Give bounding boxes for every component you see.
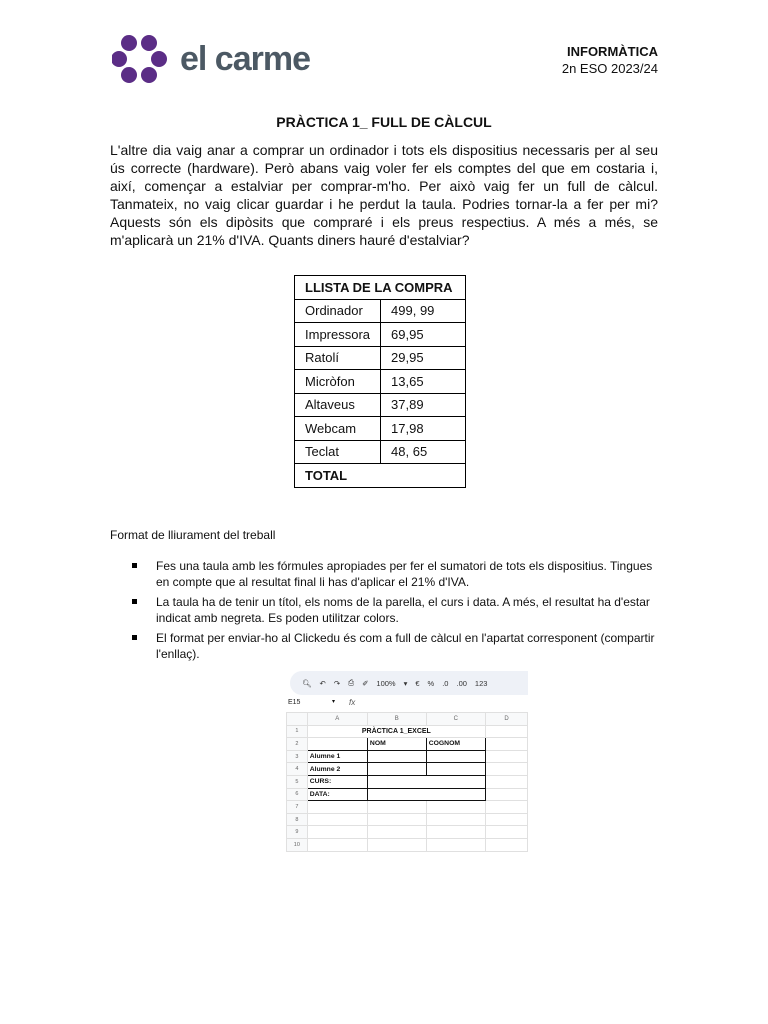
column-header: A [307,713,367,726]
table-row [295,299,466,323]
cell [485,838,527,851]
total-row [295,464,466,488]
cell [485,788,527,801]
cell [485,813,527,826]
undo-icon: ↶ [319,678,326,688]
formula-icon: fx [349,698,356,707]
number-format: 123 [474,678,488,688]
decrease-decimal: .0 [442,678,449,688]
table-header-row [295,276,466,300]
subject-label: INFORMÀTICA [567,44,658,59]
table-row [287,725,528,738]
row-header: 2 [287,738,308,751]
alumne1-cell: Alumne 1 [307,750,367,763]
table-row [287,738,528,751]
format-heading: Format de lliurament del treball [110,528,276,542]
item-price: 17,98 [381,417,466,441]
cell [485,801,527,814]
format-bullet-list [110,558,658,666]
item-name: Impressora [295,323,381,347]
cell [367,775,485,788]
bullet-icon [132,599,137,604]
total-label: TOTAL [295,464,466,488]
percent-format: % [427,678,435,688]
redo-icon: ↷ [333,678,341,688]
column-header: B [367,713,426,726]
curs-cell: CURS: [307,775,367,788]
table-row [287,801,528,814]
column-header: D [485,713,527,726]
cell [426,801,485,814]
table-row [295,323,466,347]
item-name: Micròfon [295,370,381,394]
spreadsheet-toolbar [290,671,528,695]
item-price: 499, 99 [381,299,466,323]
cell [367,763,426,776]
flower-logo-icon [112,34,168,84]
cell [307,826,367,839]
school-logo [112,34,310,84]
cell-reference: E15 [288,699,301,706]
item-name: Altaveus [295,393,381,417]
document-header-info [562,43,658,77]
item-price: 48, 65 [381,440,466,464]
table-row [287,775,528,788]
cognom-header-cell: COGNOM [426,738,485,751]
bullet-icon [132,635,137,640]
cell [367,788,485,801]
cell [367,826,426,839]
cell [485,826,527,839]
cell [307,801,367,814]
shopping-list-heading: LLISTA DE LA COMPRA [295,276,466,300]
row-header: 5 [287,775,308,788]
bullet-icon [132,563,137,568]
table-row [295,417,466,441]
course-label: 2n ESO 2023/24 [561,61,658,76]
cell [367,838,426,851]
table-row [287,838,528,851]
row-header: 7 [287,801,308,814]
list-item [110,630,658,662]
paint-format-icon: ✐ [362,678,369,688]
bullet-text: La taula ha de tenir un títol, els noms de la parella, el curs i data. A més, el resultat ha d'estar indicat amb negreta. Es poden utilitzar colors. [156,595,650,625]
row-header: 8 [287,813,308,826]
cell [367,801,426,814]
corner-cell [287,713,308,726]
table-row [295,346,466,370]
column-header-row [287,713,528,726]
row-header: 6 [287,788,308,801]
cell [426,838,485,851]
item-name: Teclat [295,440,381,464]
cell [307,813,367,826]
table-row [287,750,528,763]
table-row [287,763,528,776]
cell [485,738,527,751]
column-header: C [426,713,485,726]
currency-format: € [415,678,420,688]
item-price: 29,95 [381,346,466,370]
item-name: Webcam [295,417,381,441]
item-name: Ordinador [295,299,381,323]
bullet-text: Fes una taula amb les fórmules apropiades per fer el sumatori de tots els dispositius. Tingues en compte que al resultat final li has d'aplicar el 21% d'IVA. [156,559,653,589]
list-item [110,594,658,626]
table-row [295,370,466,394]
cell [307,738,367,751]
cell [367,750,426,763]
bullet-text: El format per enviar-ho al Clickedu és com a full de càlcul en l'apartat corresponent (compartir l'enllaç). [156,631,655,661]
table-row [287,826,528,839]
table-row [295,393,466,417]
row-header: 3 [287,750,308,763]
shopping-list-table [294,275,466,488]
cell [485,775,527,788]
cell [426,763,485,776]
item-name: Ratolí [295,346,381,370]
cell [485,763,527,776]
page-title: PRÀCTICA 1_ FULL DE CÀLCUL [276,114,492,130]
search-icon: 🔍︎ [302,678,312,688]
spreadsheet-grid [286,712,528,852]
row-header: 9 [287,826,308,839]
cell [426,750,485,763]
item-price: 37,89 [381,393,466,417]
logo-text: el carme [180,40,310,78]
list-item [110,558,658,590]
cell [367,813,426,826]
sheet-title-cell: PRÀCTICA 1_EXCEL [307,725,485,738]
item-price: 69,95 [381,323,466,347]
cell [426,813,485,826]
table-row [287,813,528,826]
cell [485,750,527,763]
data-cell: DATA: [307,788,367,801]
alumne2-cell: Alumne 2 [307,763,367,776]
chevron-down-icon: ▾ [403,678,408,688]
cell [426,826,485,839]
table-row [287,788,528,801]
cell [307,838,367,851]
item-price: 13,65 [381,370,466,394]
increase-decimal: .00 [456,678,467,688]
table-row [295,440,466,464]
cell [485,725,527,738]
chevron-down-icon: ▾ [332,699,336,705]
row-header: 4 [287,763,308,776]
intro-paragraph: L'altre dia vaig anar a comprar un ordinador i tots els dispositius necessaris per al seu ús correcte (hardware). Però abans vaig voler fer els comptes del que em costaria i, així, començar a estalviar per comprar-m'ho. Per això vaig fer un full de càlcul. Tanmateix, no vaig clicar guardar i he perdut la taula. Podries tornar-la a fer per mi? Aquests són els dipòsits que compraré i els preus respectius. A més a més, se m'aplicarà un 21% d'IVA. Quants diners hauré d'estalviar? [110,142,658,248]
nom-header-cell: NOM [367,738,426,751]
print-icon: ⎙ [348,678,355,687]
zoom-level: 100% [376,678,396,688]
row-header: 1 [287,725,308,738]
spreadsheet-screenshot [286,668,528,852]
row-header: 10 [287,838,308,851]
